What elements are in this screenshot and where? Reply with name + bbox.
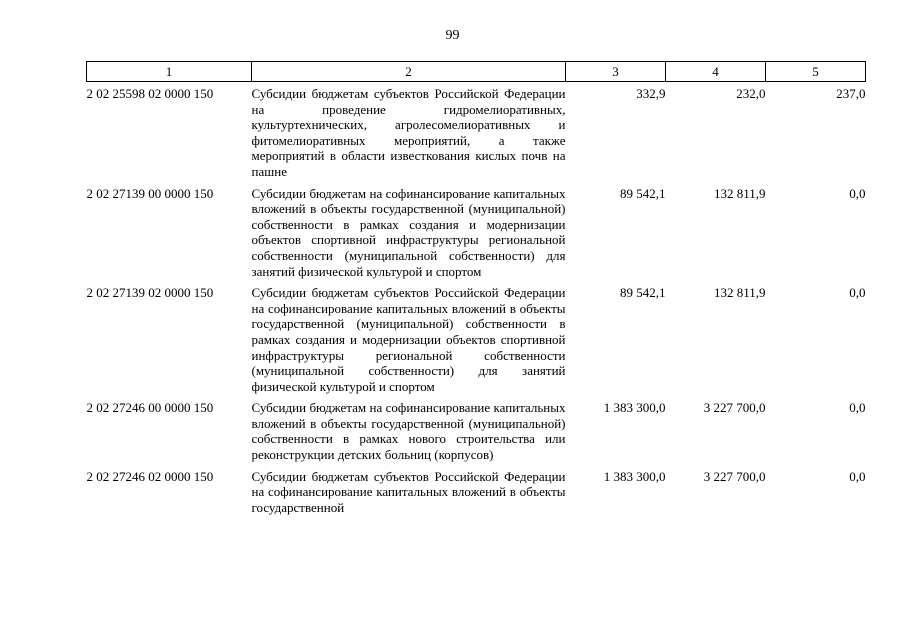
- budget-description: Субсидии бюджетам субъектов Российской Федерации на проведение гидромелиоративных, культуртехнических, агролесомелиоративных и фитомелиоративных мероприятий, а также мероприятий в области известкования кислых почв на пашне: [251, 86, 566, 179]
- amount-col3: 89 542,1: [620, 185, 666, 201]
- table-row: [87, 186, 866, 286]
- budget-code: 2 02 27139 02 0000 150: [86, 285, 214, 301]
- amount-col5: 237,0: [836, 86, 866, 101]
- table-row: [87, 469, 866, 511]
- budget-code: 2 02 27246 02 0000 150: [86, 468, 214, 484]
- amount-col3: 89 542,1: [620, 285, 666, 301]
- amount-col5: 0,0: [849, 185, 866, 201]
- amount-col4: 3 227 700,0: [703, 468, 766, 484]
- amount-col5: 0,0: [849, 400, 866, 416]
- amount-col4: 232,0: [736, 86, 766, 101]
- budget-description: Субсидии бюджетам на софинансирование капитальных вложений в объекты государственной (муниципальной) собственности в рамках создания и модернизации объектов спортивной инфраструктуры региональной собственности (муниципальной собственности) для занятий физической культурой и спортом: [251, 185, 566, 279]
- amount-col4: 132 811,9: [713, 185, 766, 201]
- amount-col5: 0,0: [849, 468, 866, 484]
- column-header: 1: [87, 62, 252, 82]
- budget-description: Субсидии бюджетам субъектов Российской Федерации на софинансирование капитальных вложений в объекты государственной: [251, 468, 566, 515]
- column-header: 5: [766, 62, 866, 82]
- page-number: 99: [445, 28, 460, 43]
- column-header: 4: [666, 62, 766, 82]
- amount-col5: 0,0: [849, 285, 866, 301]
- amount-col4: 3 227 700,0: [703, 400, 766, 416]
- table-row: [87, 285, 866, 400]
- column-header: 2: [252, 62, 566, 82]
- amount-col3: 332,9: [636, 86, 666, 101]
- table-header-row: [87, 62, 866, 82]
- budget-description: Субсидии бюджетам субъектов Российской Федерации на софинансирование капитальных вложений в объекты государственной (муниципальной) собственности в рамках создания и модернизации объектов спортивной инфраструктуры региональной собственности (муниципальной собственности) для занятий физической культурой и спортом: [251, 285, 566, 394]
- budget-code: 2 02 25598 02 0000 150: [86, 86, 214, 101]
- table-row: [87, 400, 866, 468]
- budget-code: 2 02 27139 00 0000 150: [86, 185, 214, 201]
- budget-description-cell: [251, 468, 566, 515]
- column-header: 3: [566, 62, 666, 82]
- budget-code: 2 02 27246 00 0000 150: [86, 400, 214, 416]
- amount-col3: 1 383 300,0: [603, 468, 666, 484]
- amount-col3: 1 383 300,0: [603, 400, 666, 416]
- budget-table: [86, 61, 866, 515]
- budget-description: Субсидии бюджетам на софинансирование капитальных вложений в объекты государственной (муниципальной) собственности в рамках нового строительства или реконструкции детских больниц (корпусов): [251, 400, 566, 463]
- amount-col4: 132 811,9: [713, 285, 766, 301]
- table-row: [87, 82, 866, 186]
